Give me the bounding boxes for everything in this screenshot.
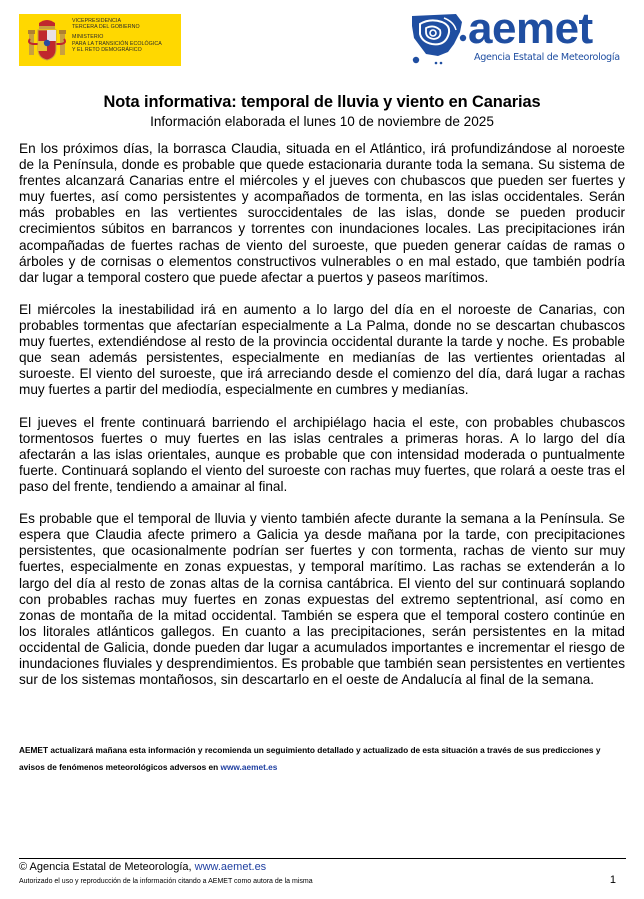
document-body [19, 141, 625, 704]
page-subtitle: Información elaborada el lunes 10 de noviembre de 2025 [150, 114, 494, 129]
gov-line: MINISTERIO [72, 34, 104, 41]
aemet-tagline: Agencia Estatal de Meteorología [474, 52, 620, 63]
aemet-link[interactable]: www.aemet.es [220, 762, 278, 772]
paragraph: Es probable que el temporal de lluvia y viento también afecte durante la semana a la Península. Se espera que Claudia afecte primero a Galicia ya desde mañana por la tarde, con precipitaciones persistentes, que ocasionalmente podrían ser fuertes y con tormenta, rachas de viento sur muy fuertes, especialmente en zonas expuestas, y temporal marítimo. Las rachas se extenderán a lo largo del día al resto de zonas altas de la cornisa cantábrica. El viento del sur continuará soplando con probables rachas muy fuertes en zonas expuestas del extremo septentrional, así como en zonas de montaña de la mitad occidental. También se espera que el temporal costero continúe en los litorales atlánticos gallegos. En cuanto a las precipitaciones, serán persistentes en la mitad occidental de Galicia, donde pueden dar lugar a acumulados importantes e incrementar el riesgo de inundaciones fluviales y desprendimientos. Es probable que también sean persistentes en vertientes sur de los sistemas montañosos, sin descartarlo en el oeste de Andalucía al final de la semana. [19, 511, 625, 688]
gov-line: Y EL RETO DEMOGRÁFICO [72, 46, 142, 53]
footer-divider [19, 858, 626, 859]
gov-line: VICEPRESIDENCIA [72, 18, 122, 24]
footer-copyright [19, 861, 266, 873]
iberian-map-icon [408, 12, 470, 66]
coat-of-arms-icon [27, 17, 67, 63]
footer-authorization: Autorizado el uso y reproducción de la información citando a AEMET como autora de la misma [19, 878, 313, 885]
paragraph: En los próximos días, la borrasca Claudia, situada en el Atlántico, irá profundizándose al noroeste de la Península, donde es probable que quede estacionaria durante toda la semana. Su sistema de frentes alcanzará Canarias entre el miércoles y el jueves con chubascos que pueden ser fuertes y muy fuertes, así como persistentes y acompañados de tormenta, en las islas occidentales. Serán más probables en las vertientes suroccidentales de las islas, donde se pueden producir crecimientos súbitos en barrancos y torrentes con inundaciones locales. Las precipitaciones irán acompañadas de fuertes rachas de viento del suroeste, que pueden generar caídas de ramas o árboles y de cornisas o elementos constructivos vulnerables o en mal estado, que también podría dar lugar a temporal costero que puede afectar a puertos y paseos marítimos. [19, 141, 625, 285]
copyright-text: © Agencia Estatal de Meteorología, [19, 861, 195, 873]
paragraph: El jueves el frente continuará barriendo el archipiélago hacia el este, con probables chubascos tormentosos fuertes o muy fuertes en las islas centrales a primeras horas. A lo largo del día afectarán a las islas orientales, aunque es probable que con intensidad moderada o puntualmente fuerte. Continuará soplando el viento del suroeste con rachas muy fuertes, que rolará a oeste tras el paso del frente, tendiendo a amainar al final. [19, 414, 625, 494]
paragraph: El miércoles la inestabilidad irá en aumento a lo largo del día en el noroeste de Canarias, con probables tormentas que afectarían especialmente a La Palma, donde no se descartan chubascos muy fuertes, extendiéndose al resto de la provincia occidental durante la tarde y noche. Es probable que sean además persistentes, especialmente en medianías de las vertientes orientadas al suroeste. El viento del suroeste, que irá arreciando desde el comienzo del día, dará lugar a rachas muy fuertes a partir del mediodía, especialmente en cumbres y medianías. [19, 301, 625, 398]
update-note-text: AEMET actualizará mañana esta información y recomienda un seguimiento detallado y actualizado de esta situación a través de sus predicciones y avisos de fenómenos meteorológicos adversos en [19, 745, 601, 772]
update-note [19, 742, 625, 776]
page-number: 1 [609, 874, 616, 886]
gov-line: TERCERA DEL GOBIERNO [72, 24, 140, 31]
gov-line: PARA LA TRANSICIÓN ECOLÓGICA [72, 40, 162, 47]
government-text [72, 18, 162, 53]
aemet-logo [408, 4, 622, 68]
government-logo [19, 14, 181, 66]
page-title: Nota informativa: temporal de lluvia y viento en Canarias [103, 93, 541, 111]
footer-link[interactable]: www.aemet.es [194, 861, 267, 873]
aemet-wordmark: aemet [468, 4, 593, 53]
